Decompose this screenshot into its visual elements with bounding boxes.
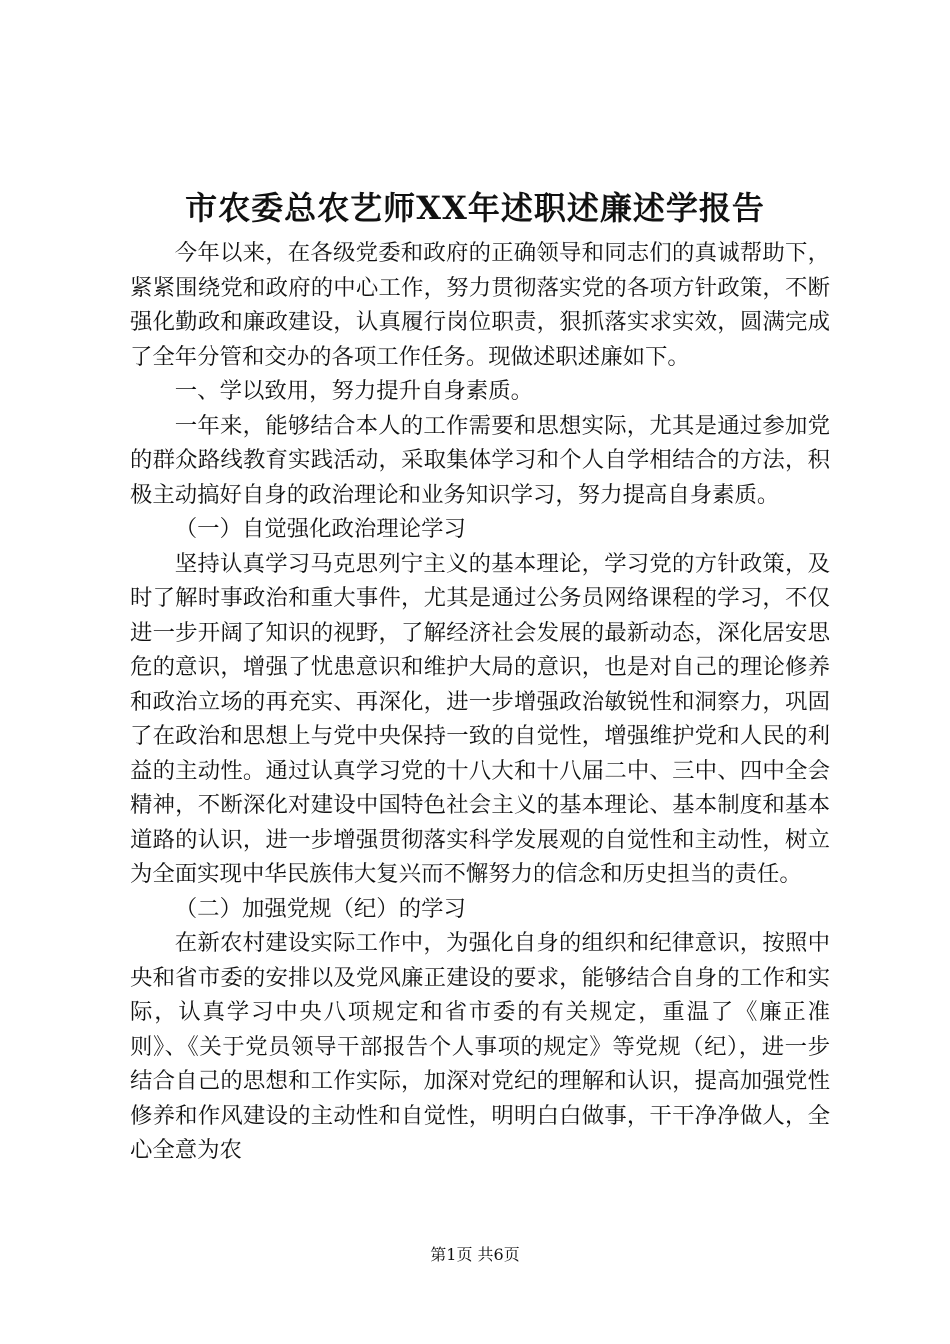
paragraph-subsection-1: 坚持认真学习马克思列宁主义的基本理论，学习党的方针政策，及时了解时事政治和重大事件，尤其是通过公务员网络课程的学习，不仅进一步开阔了知识的视野，了解经济社会发展的最新动态，深化居安思危的意识，增强了忧患意识和维护大局的意识，也是对自己的理论修养和政治立场的再充实、再深化，进一步增强政治敏锐性和洞察力，巩固了在政治和思想上与党中央保持一致的自觉性，增强维护党和人民的利益的主动性。通过认真学习党的十八大和十八届二中、三中、四中全会精神，不断深化对建设中国特色社会主义的基本理论、基本制度和基本道路的认识，进一步增强贯彻落实科学发展观的自觉性和主动性，树立为全面实现中华民族伟大复兴而不懈努力的信念和历史担当的责任。 <box>130 550 830 887</box>
subsection-heading-1: （一）自觉强化政治理论学习 <box>174 516 466 542</box>
document-title: 市农委总农艺师XX年述职述廉述学报告 <box>185 189 765 227</box>
paragraph-intro: 今年以来，在各级党委和政府的正确领导和同志们的真诚帮助下，紧紧围绕党和政府的中心工作，努力贯彻落实党的各项方针政策，不断强化勤政和廉政建设，认真履行岗位职责，狠抓落实求实效，圆满完成了全年分管和交办的各项工作任务。现做述职述廉如下。 <box>130 240 830 370</box>
document-body <box>130 236 830 1168</box>
section-heading-1: 一、学以致用，努力提升自身素质。 <box>174 378 534 404</box>
page-footer: 第1页 共6页 <box>430 1245 520 1264</box>
paragraph-section-1: 一年来，能够结合本人的工作需要和思想实际，尤其是通过参加党的群众路线教育实践活动，采取集体学习和个人自学相结合的方法，积极主动搞好自身的政治理论和业务知识学习，努力提高自身素质。 <box>130 412 830 508</box>
paragraph-subsection-2: 在新农村建设实际工作中，为强化自身的组织和纪律意识，按照中央和省市委的安排以及党风廉正建设的要求，能够结合自身的工作和实际，认真学习中央八项规定和省市委的有关规定，重温了《廉正准则》、《关于党员领导干部报告个人事项的规定》等党规（纪），进一步结合自己的思想和工作实际，加深对党纪的理解和认识，提高加强党性修养和作风建设的主动性和自觉性，明明白白做事，干干净净做人，全心全意为农 <box>130 930 830 1163</box>
subsection-heading-2: （二）加强党规（纪）的学习 <box>174 895 466 922</box>
